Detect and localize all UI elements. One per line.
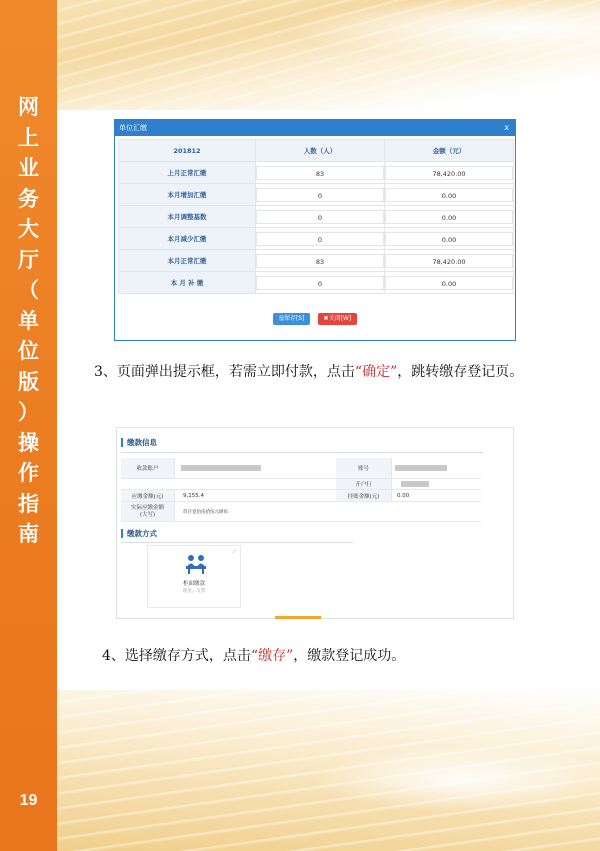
method-name: 柜面缴款: [182, 581, 205, 587]
table-row: [119, 184, 514, 206]
dialog-header: [115, 120, 515, 136]
count-field: 83: [256, 254, 384, 268]
section-title-payment-info: 缴款信息: [121, 438, 157, 447]
label-bank: 开户行: [336, 479, 392, 489]
count-field: 83: [256, 166, 384, 180]
section-title-payment-method: 缴款方式: [121, 529, 157, 538]
table-row: [119, 250, 514, 272]
row-actual-upper: [121, 502, 481, 522]
side-title-char: 位: [18, 339, 39, 363]
method-sub: 现金、支票: [182, 589, 206, 594]
row-label: 本月减少汇缴: [119, 228, 256, 250]
masked-bank: [401, 481, 429, 487]
table-row: [119, 272, 514, 294]
side-title-char: 南: [18, 522, 39, 546]
label-due-amount: 应缴金额(元): [121, 490, 175, 501]
decorative-golden-swoosh-bottom: [57, 690, 600, 851]
label-account-no: 账号: [336, 458, 392, 478]
table-row: [119, 162, 514, 184]
amount-field: 0.00: [385, 188, 513, 202]
column-header-amount: 金额（元）: [385, 140, 514, 162]
counter-service-icon: [185, 554, 207, 574]
amount-field: 0.00: [385, 232, 513, 246]
side-title-char: 上: [18, 125, 39, 150]
close-button[interactable]: ✖关闭[W]: [318, 313, 358, 325]
label-actual-upper: 实际应缴金额 (大写): [121, 502, 175, 521]
dialog-title: 单位汇缴: [119, 124, 147, 132]
row-label: 本 月 补 缴: [119, 272, 256, 294]
label-pending-amount: 挂账金额(元): [336, 490, 392, 501]
count-field: 0: [256, 210, 384, 224]
side-title-char: 大: [18, 217, 39, 241]
deposit-highlight: “缴存”: [250, 648, 294, 664]
row-label: 本月增加汇缴: [119, 184, 256, 206]
table-row: [119, 206, 514, 228]
count-field: 0: [256, 276, 384, 290]
side-title: [0, 92, 57, 550]
check-icon: ✓: [231, 547, 238, 556]
row-label: 本月正常汇缴: [119, 250, 256, 272]
label-payee-account: 收款账户: [121, 458, 175, 478]
divider: [121, 452, 483, 453]
side-title-char: 操: [18, 430, 39, 455]
side-title-char: 单: [18, 308, 39, 333]
close-x-icon: ✖: [323, 315, 329, 322]
page-number: 19: [19, 792, 38, 809]
row-label: 上月正常汇缴: [119, 162, 256, 184]
decorative-golden-swoosh-top: [57, 0, 600, 110]
column-header-count: 人数（人）: [256, 140, 385, 162]
confirm-highlight: “确定”: [354, 364, 398, 380]
amount-field: 0.00: [385, 210, 513, 224]
divider: [121, 542, 353, 543]
side-title-char: 版: [18, 369, 39, 394]
close-icon[interactable]: x: [504, 123, 509, 132]
save-icon: 🖫: [278, 315, 284, 322]
side-title-char: 指: [18, 491, 39, 516]
column-header-period: 201812: [119, 140, 256, 162]
masked-account-no: [395, 465, 447, 471]
side-title-char: 务: [18, 186, 39, 211]
side-title-char: （: [18, 278, 39, 302]
row-payee-account: [121, 458, 481, 479]
value-due-amount: 9,155.4: [183, 492, 204, 499]
side-title-char: ）: [18, 400, 39, 424]
table-row: [119, 228, 514, 250]
side-title-char: 业: [18, 156, 39, 180]
unit-payment-dialog: [114, 119, 516, 341]
count-field: 0: [256, 232, 384, 246]
masked-account-name: [181, 465, 261, 471]
amount-field: 0.00: [385, 276, 513, 290]
row-label: 本月调整基数: [119, 206, 256, 228]
amount-field: 78,420.00: [385, 254, 513, 268]
value-bank: [401, 479, 481, 489]
value-pending-amount: 0.00: [397, 492, 410, 499]
value-payee-account: [181, 458, 331, 478]
side-title-char: 厅: [18, 247, 39, 272]
payment-registration-screenshot: [116, 427, 514, 619]
orange-button-edge: [275, 616, 321, 619]
step4-paragraph: 4、选择缴存方式，点击“缴存”，缴款登记成功。: [102, 648, 406, 664]
side-title-char: 作: [18, 461, 39, 485]
row-amounts: [121, 490, 481, 502]
counter-payment-option[interactable]: [147, 545, 241, 608]
value-account-no: [395, 458, 475, 478]
save-button[interactable]: 🖫保存[S]: [273, 313, 311, 325]
side-title-char: 网: [18, 95, 39, 119]
value-actual-upper: 玖仟壹佰伍拾伍元肆角: [183, 509, 228, 515]
count-field: 0: [256, 188, 384, 202]
payment-summary-table: [118, 139, 514, 294]
amount-field: 78,420.00: [385, 166, 513, 180]
step3-paragraph: 3、页面弹出提示框，若需立即付款，点击“确定”，跳转缴存登记页。: [94, 364, 524, 380]
row-bank: [121, 479, 481, 490]
